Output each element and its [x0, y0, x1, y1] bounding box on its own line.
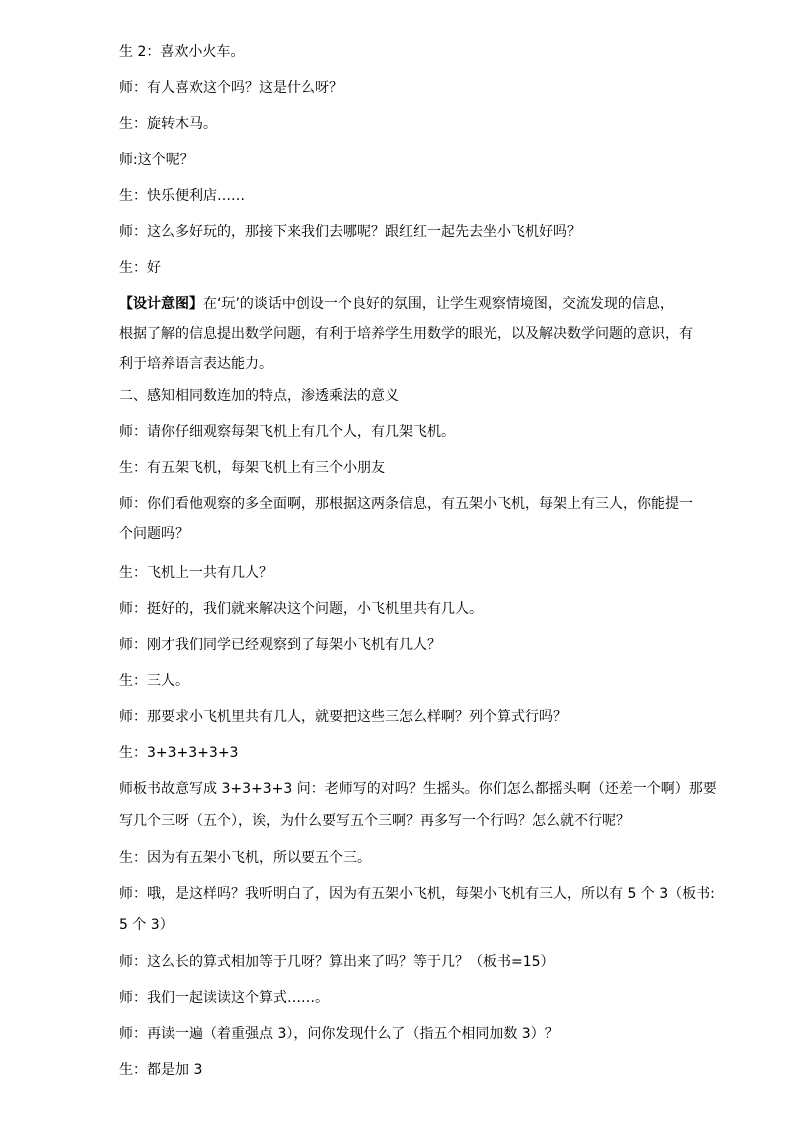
- text-line: 生：有五架飞机，每架飞机上有三个小朋友: [119, 460, 385, 476]
- text-line: 师：你们看他观察的多全面啊，那根据这两条信息，有五架小飞机，每架上有三人，你能提一: [119, 496, 693, 512]
- text-line: 生 2：喜欢小火车。: [119, 44, 245, 60]
- section-heading: 二、感知相同数连加的特点，渗透乘法的意义: [119, 388, 399, 404]
- text-line: 师：有人喜欢这个吗？这是什么呀？: [119, 80, 343, 96]
- design-intent-heading: 【设计意图】: [119, 296, 203, 312]
- text-line: 生：因为有五架小飞机，所以要五个三。: [119, 850, 371, 866]
- design-intent-text: 在‘玩’的谈话中创设一个良好的氛围，让学生观察情境图，交流发现的信息，: [203, 296, 674, 312]
- text-line: 生：都是加 3: [119, 1062, 203, 1078]
- text-line: 生：旋转木马。: [119, 116, 217, 132]
- text-line: 师：那要求小飞机里共有几人，就要把这些三怎么样啊？列个算式行吗？: [119, 709, 567, 725]
- text-line: 师:这个呢？: [119, 152, 194, 168]
- text-line: 师：这么长的算式相加等于几呀？算出来了吗？等于几？（板书=15）: [119, 954, 555, 970]
- text-line: 利于培养语言表达能力。: [119, 356, 273, 372]
- text-line: 生：快乐便利店……: [119, 188, 245, 204]
- text-line: 个问题吗？: [119, 526, 189, 542]
- text-line: 写几个三呀（五个），诶，为什么要写五个三啊？再多写一个行吗？怎么就不行呢？: [119, 813, 630, 829]
- text-line: 5 个 3）: [119, 917, 174, 933]
- text-line: 师：我们一起读读这个算式……。: [119, 990, 329, 1006]
- text-line: 生：3+3+3+3+3: [119, 745, 239, 761]
- text-line: 师：刚才我们同学已经观察到了每架小飞机有几人？: [119, 637, 441, 653]
- text-line: 生：飞机上一共有几人？: [119, 565, 273, 581]
- design-intent-line: [119, 294, 697, 314]
- text-line: 生：三人。: [119, 673, 189, 689]
- text-line: 生：好: [119, 260, 161, 276]
- text-line: 师：请你仔细观察每架飞机上有几个人，有几架飞机。: [119, 424, 455, 440]
- text-line: 师：这么多好玩的，那接下来我们去哪呢？跟红红一起先去坐小飞机好吗？: [119, 224, 581, 240]
- text-line: 师：再读一遍（着重强点 3），问你发现什么了（指五个相同加数 3）？: [119, 1026, 559, 1042]
- text-line: 根据了解的信息提出数学问题，有利于培养学生用数学的眼光，以及解决数学问题的意识，有: [119, 326, 693, 342]
- text-line: 师：哦，是这样吗？我听明白了，因为有五架小飞机，每架小飞机有三人，所以有 5 个 3（板书:: [119, 886, 715, 902]
- text-line: 师：挺好的，我们就来解决这个问题，小飞机里共有几人。: [119, 601, 483, 617]
- text-line: 师板书故意写成 3+3+3+3 问：老师写的对吗？生摇头。你们怎么都摇头啊（还差一个啊）那要: [119, 781, 717, 797]
